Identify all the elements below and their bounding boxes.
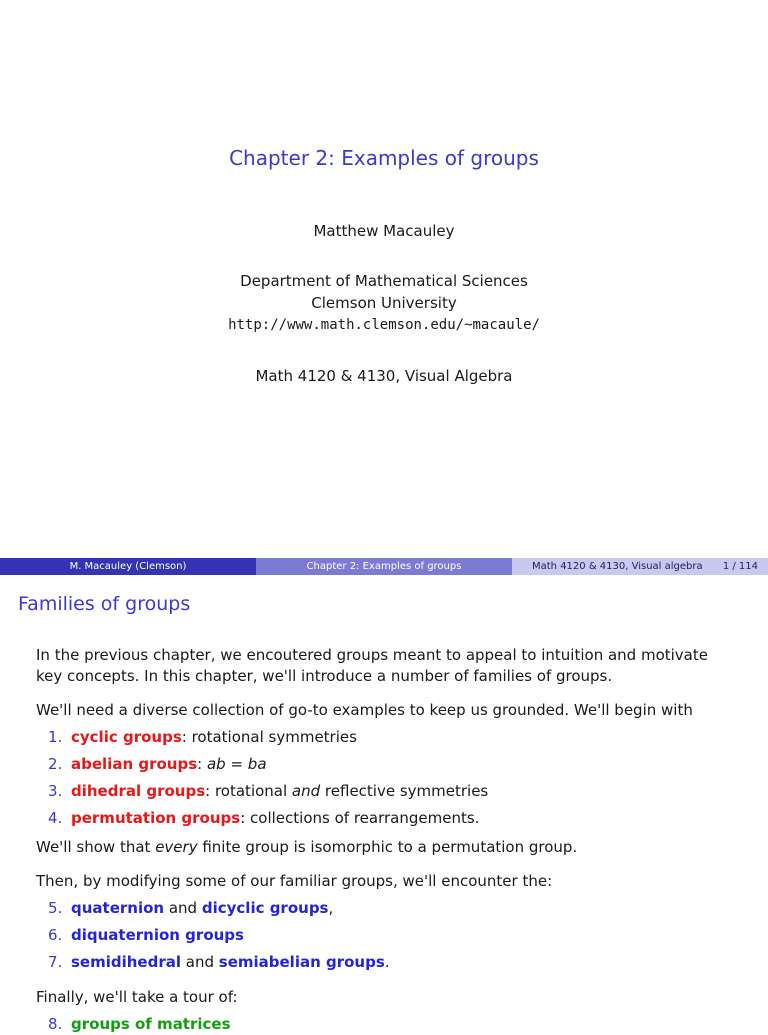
- separator: :: [240, 809, 246, 827]
- item-number: 3.: [48, 782, 63, 800]
- item-description-a: rotational: [210, 782, 292, 800]
- list-item: [36, 925, 748, 946]
- separator: :: [197, 755, 203, 773]
- term-quaternion: quaternion: [71, 899, 165, 917]
- item-description-emphasis: and: [291, 782, 321, 800]
- list-item: [36, 754, 748, 775]
- item-description: rotational symmetries: [186, 728, 357, 746]
- term-cyclic-groups: cyclic groups: [71, 728, 182, 746]
- punctuation: ,: [328, 899, 334, 917]
- list-item: [36, 1014, 748, 1035]
- conjunction: and: [181, 953, 219, 971]
- intro-line-2: key concepts. In this chapter, we'll introduce a number of families of groups.: [36, 667, 613, 685]
- author-url[interactable]: http://www.math.clemson.edu/~macaule/: [228, 317, 540, 333]
- separator: :: [181, 728, 187, 746]
- term-diquaternion-groups: diquaternion groups: [71, 926, 244, 944]
- item-number: 2.: [48, 755, 63, 773]
- group-list-2: [36, 898, 748, 973]
- every-text-a: We'll show that: [36, 838, 156, 856]
- list-item: [36, 727, 748, 748]
- slide-title: Chapter 2: Examples of groups: [229, 146, 539, 170]
- footer-bar: [0, 558, 768, 575]
- department: Department of Mathematical Sciences: [240, 272, 528, 290]
- footer-author: M. Macauley (Clemson): [0, 558, 256, 575]
- item-description: collections of rearrangements.: [245, 809, 480, 827]
- author-name: Matthew Macauley: [313, 222, 455, 240]
- footer-course-box: [512, 558, 768, 575]
- slide-body: [36, 645, 748, 1035]
- course-name: Math 4120 & 4130, Visual Algebra: [255, 367, 513, 385]
- list-item: [36, 781, 748, 802]
- item-number: 6.: [48, 926, 63, 944]
- footer-course: Math 4120 & 4130, Visual algebra: [532, 561, 703, 572]
- list-item: [36, 808, 748, 829]
- term-abelian-groups: abelian groups: [71, 755, 198, 773]
- conjunction: and: [164, 899, 202, 917]
- every-paragraph: [36, 837, 748, 858]
- finally-paragraph: Finally, we'll take a tour of:: [36, 988, 238, 1006]
- term-permutation-groups: permutation groups: [71, 809, 241, 827]
- group-list-3: [36, 1014, 748, 1035]
- footer-chapter: Chapter 2: Examples of groups: [256, 558, 512, 575]
- item-number: 7.: [48, 953, 63, 971]
- punctuation: .: [384, 953, 390, 971]
- separator: :: [205, 782, 211, 800]
- term-semiabelian-groups: semiabelian groups: [218, 953, 385, 971]
- then-paragraph: Then, by modifying some of our familiar groups, we'll encounter the:: [36, 872, 553, 890]
- equation-rhs: ba: [247, 755, 267, 773]
- item-description-b: reflective symmetries: [320, 782, 489, 800]
- university: Clemson University: [311, 294, 457, 312]
- footer-page-number: 1 / 114: [722, 561, 758, 572]
- every-emphasis: every: [155, 838, 198, 856]
- need-paragraph: We'll need a diverse collection of go-to examples to keep us grounded. We'll begin with: [36, 701, 693, 719]
- term-groups-of-matrices: groups of matrices: [71, 1015, 231, 1033]
- families-slide: [0, 575, 768, 1033]
- item-number: 1.: [48, 728, 63, 746]
- term-dicyclic-groups: dicyclic groups: [201, 899, 329, 917]
- every-text-b: finite group is isomorphic to a permutation group.: [197, 838, 578, 856]
- equation-lhs: ab: [206, 755, 226, 773]
- term-dihedral-groups: dihedral groups: [71, 782, 206, 800]
- group-list-1: [36, 727, 748, 829]
- item-number: 4.: [48, 809, 63, 827]
- item-number: 8.: [48, 1015, 63, 1033]
- equation-equals: =: [225, 755, 248, 773]
- intro-line-1: In the previous chapter, we encoutered groups meant to appeal to intuition and motivate: [36, 646, 708, 664]
- list-item: [36, 952, 748, 973]
- item-number: 5.: [48, 899, 63, 917]
- list-item: [36, 898, 748, 919]
- intro-paragraph: [36, 645, 748, 687]
- frame-title: Families of groups: [18, 593, 191, 615]
- term-semidihedral: semidihedral: [71, 953, 182, 971]
